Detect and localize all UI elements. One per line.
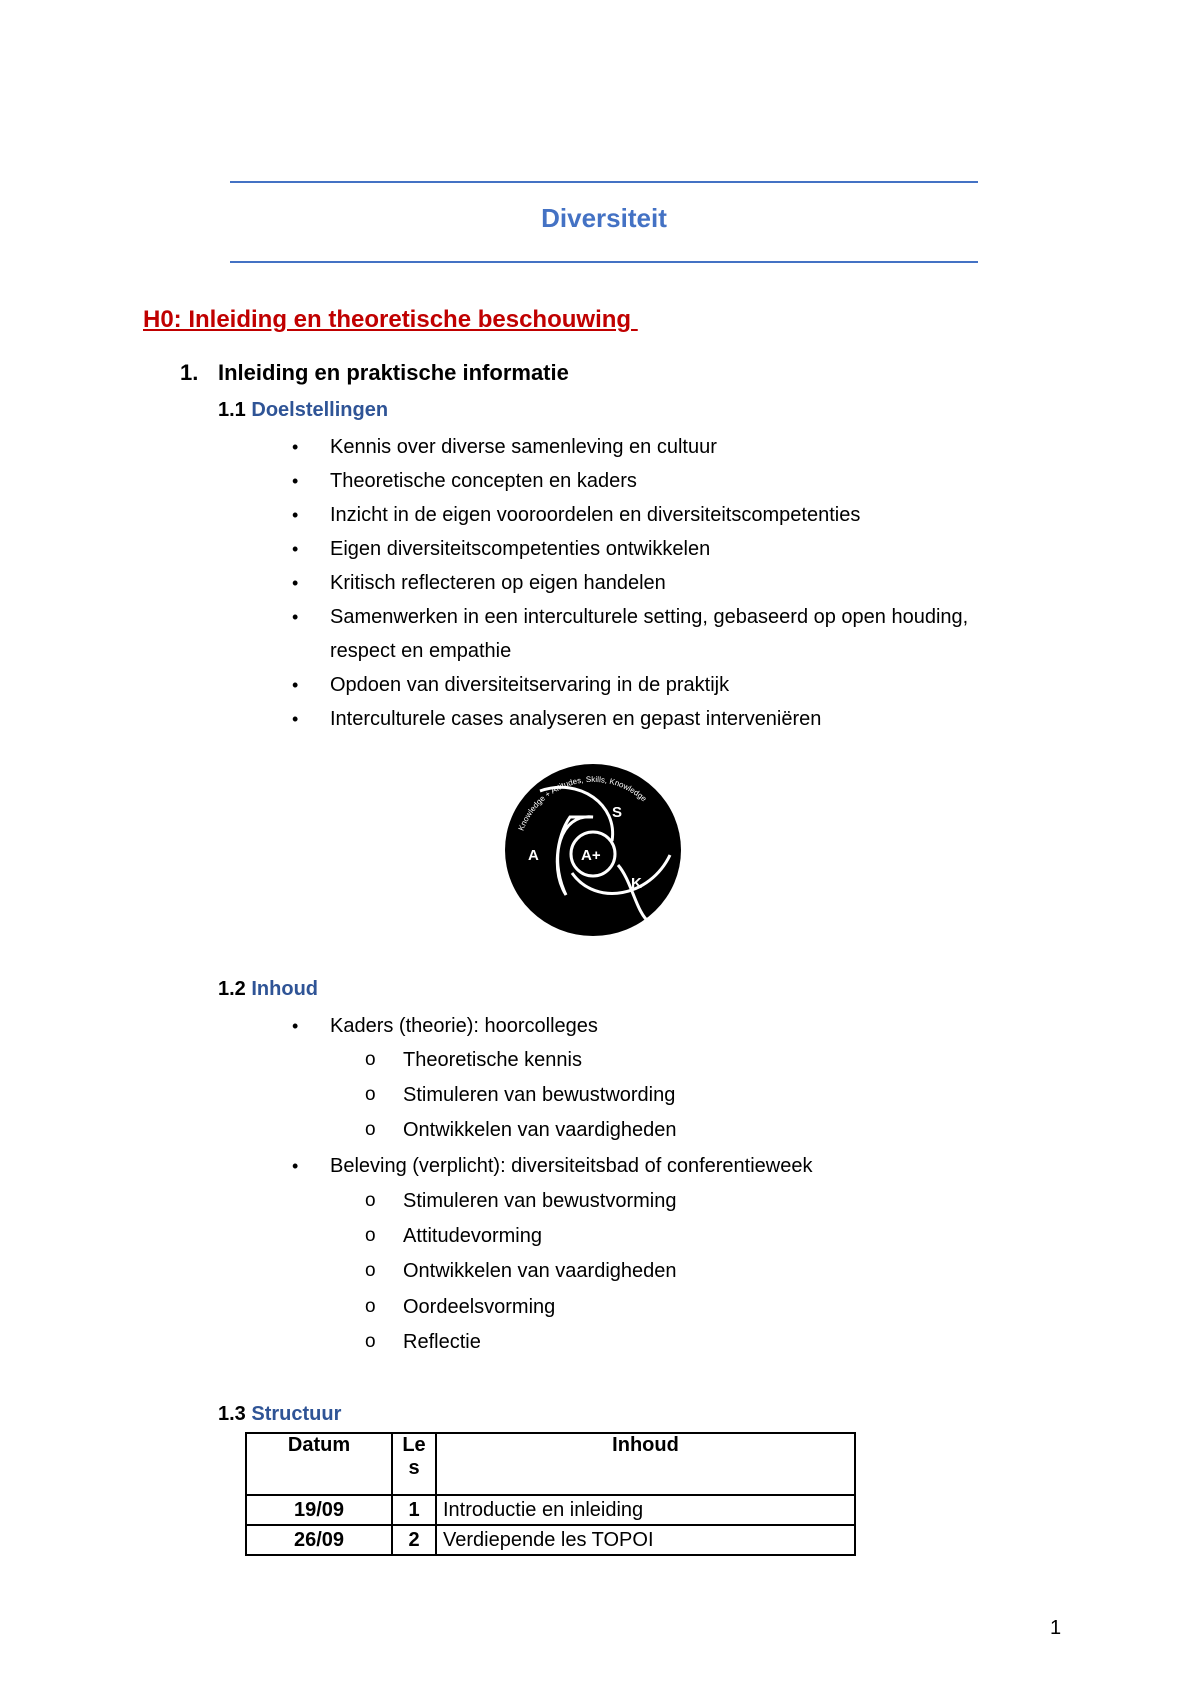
subsection-number: 1.3 (218, 1403, 246, 1425)
list-item: • Theoretische concepten en kaders (292, 470, 637, 492)
circle-bullet-icon: o (365, 1190, 376, 1211)
bullet-icon: • (292, 1156, 299, 1176)
subsection-title: Doelstellingen (251, 399, 389, 421)
list-item: • Eigen diversiteitscompetenties ontwikkelen (292, 538, 711, 560)
logo-label-k: K (631, 875, 642, 892)
logo-ring-text: Knowledge + Attitudes, Skills, Knowledge (516, 774, 649, 832)
list-item: • Kennis over diverse samenleving en cultuur (292, 436, 717, 458)
column-header-les: Le s (392, 1433, 436, 1495)
page-number: 1 (1050, 1617, 1062, 1639)
subsection-number: 1.1 (218, 399, 246, 421)
subsection-heading-structuur (218, 1403, 341, 1426)
bullet-icon: • (292, 505, 299, 525)
list-item: • Samenwerken in een interculturele setting, gebaseerd op open houding, (292, 606, 969, 628)
cell-les: 1 (392, 1495, 436, 1525)
sub-list-item: o Theoretische kennis (365, 1049, 582, 1071)
circle-bullet-icon: o (365, 1084, 376, 1105)
logo-label-center: A+ (581, 847, 601, 864)
circle-bullet-icon: o (365, 1049, 376, 1070)
sub-list-item: o Ontwikkelen van vaardigheden (365, 1119, 677, 1141)
cell-datum: 19/09 (246, 1495, 392, 1525)
sub-list-item: o Ontwikkelen van vaardigheden (365, 1260, 677, 1282)
list-item: • Inzicht in de eigen vooroordelen en diversiteitscompetenties (292, 504, 861, 526)
subsection-title: Inhoud (251, 978, 319, 1000)
cell-datum: 26/09 (246, 1525, 392, 1555)
table-row (246, 1495, 855, 1525)
column-header-datum: Datum (246, 1433, 392, 1495)
title-rule-top (230, 181, 978, 183)
bullet-icon: • (292, 539, 299, 559)
table-row (246, 1525, 855, 1555)
table-header-row (246, 1433, 855, 1495)
section-title: Inleiding en praktische informatie (218, 360, 569, 385)
list-item: • Kritisch reflecteren op eigen handelen (292, 572, 666, 594)
cell-inhoud: Verdiepende les TOPOI (436, 1525, 855, 1555)
bullet-icon: • (292, 709, 299, 729)
ask-model-logo (500, 757, 686, 943)
section-number: 1. (180, 360, 199, 385)
section-heading (180, 360, 569, 386)
bullet-icon: • (292, 437, 299, 457)
list-item: • Opdoen van diversiteitservaring in de praktijk (292, 674, 730, 696)
sub-list-item: o Stimuleren van bewustwording (365, 1084, 676, 1106)
list-item: • Kaders (theorie): hoorcolleges (292, 1015, 598, 1037)
logo-label-s: S (612, 804, 623, 821)
document-title: Diversiteit (541, 203, 667, 233)
bullet-icon: • (292, 573, 299, 593)
list-item: • Beleving (verplicht): diversiteitsbad of conferentieweek (292, 1155, 813, 1177)
circle-bullet-icon: o (365, 1260, 376, 1281)
chapter-heading: H0: Inleiding en theoretische beschouwing (143, 306, 638, 333)
circle-bullet-icon: o (365, 1119, 376, 1140)
sub-list-item: o Oordeelsvorming (365, 1296, 556, 1318)
structure-table (245, 1432, 856, 1556)
circle-bullet-icon: o (365, 1296, 376, 1317)
logo-label-a: A (528, 847, 539, 864)
column-header-inhoud: Inhoud (436, 1433, 855, 1495)
sub-list-item: o Attitudevorming (365, 1225, 542, 1247)
title-rule-bottom (230, 261, 978, 263)
circle-bullet-icon: o (365, 1225, 376, 1246)
subsection-title: Structuur (251, 1403, 342, 1425)
sub-list-item: o Stimuleren van bewustvorming (365, 1190, 677, 1212)
bullet-icon: • (292, 1016, 299, 1036)
cell-les: 2 (392, 1525, 436, 1555)
subsection-heading-inhoud (218, 978, 318, 1001)
bullet-icon: • (292, 675, 299, 695)
subsection-number: 1.2 (218, 978, 246, 1000)
list-item: • Interculturele cases analyseren en gepast interveniëren (292, 708, 822, 730)
bullet-icon: • (292, 471, 299, 491)
circle-bullet-icon: o (365, 1331, 376, 1352)
subsection-heading-doelstellingen (218, 399, 388, 422)
bullet-icon: • (292, 607, 299, 627)
sub-list-item: o Reflectie (365, 1331, 481, 1353)
list-item-continuation: respect en empathie (330, 640, 512, 662)
cell-inhoud: Introductie en inleiding (436, 1495, 855, 1525)
